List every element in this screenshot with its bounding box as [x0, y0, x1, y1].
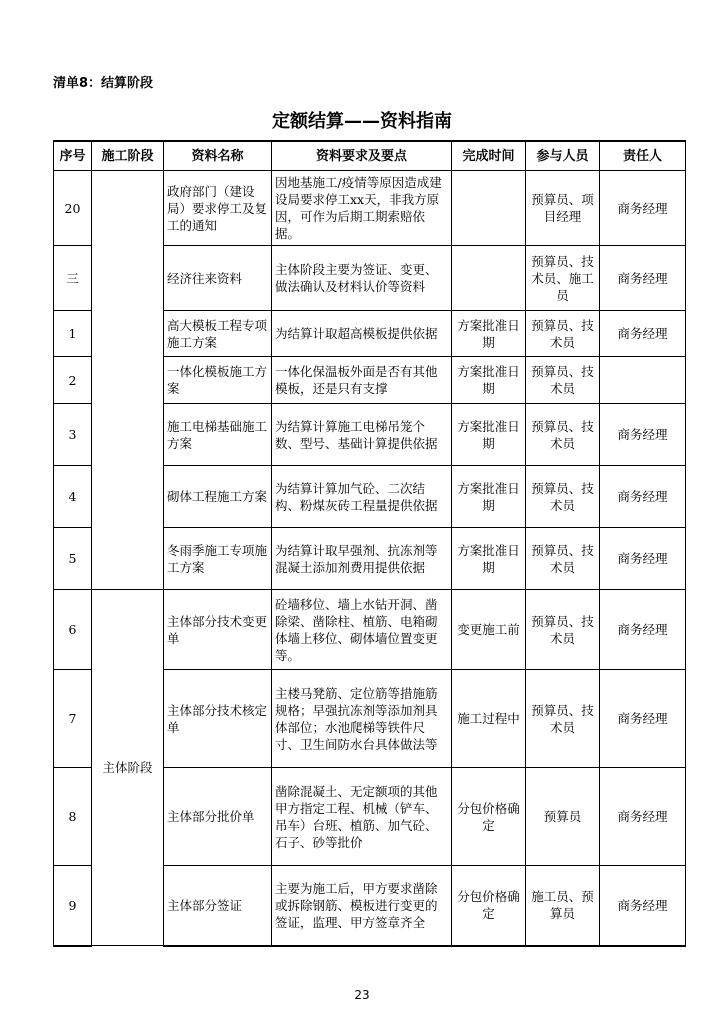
cell-requirements: 主楼马凳筋、定位筋等措施筋规格；早强抗冻剂等添加剂具体部位；水池爬梯等铁件尺寸、卫生间防水台具体做法等: [272, 670, 452, 768]
cell-requirements: 砼墙移位、墙上水钻开洞、凿除梁、凿除柱、植筋、电箱砌体墙上移位、砌体墙位置变更等。: [272, 590, 452, 670]
cell-no: 5: [54, 528, 92, 590]
cell-requirements: 凿除混凝土、无定额项的其他甲方指定工程、机械（铲车、吊车）台班、植筋、加气砼、石子、砂等批价: [272, 768, 452, 866]
cell-doc-name: 砌体工程施工方案: [164, 466, 272, 528]
cell-doc-name: 一体化模板施工方案: [164, 357, 272, 404]
cell-time: 方案批准日期: [452, 528, 526, 590]
page-number: 23: [354, 988, 370, 1002]
cell-owner: 商务经理: [600, 246, 686, 311]
cell-owner: 商务经理: [600, 590, 686, 670]
cell-doc-name: 冬雨季施工专项施工方案: [164, 528, 272, 590]
cell-no: 1: [54, 311, 92, 357]
cell-owner: [600, 357, 686, 404]
cell-no: 2: [54, 357, 92, 404]
cell-no: 9: [54, 866, 92, 946]
cell-owner: 商务经理: [600, 404, 686, 466]
table-row: [54, 171, 686, 246]
header-doc-name: 资料名称: [164, 141, 272, 171]
cell-doc-name: 施工电梯基础施工方案: [164, 404, 272, 466]
cell-owner: 商务经理: [600, 670, 686, 768]
cell-people: 预算员、技术员: [526, 590, 600, 670]
header-stage: 施工阶段: [92, 141, 164, 171]
header-no: 序号: [54, 141, 92, 171]
cell-requirements: 因地基施工/疫情等原因造成建设局要求停工xx天，非我方原因，可作为后期工期索赔依据。: [272, 171, 452, 246]
cell-owner: 商务经理: [600, 528, 686, 590]
cell-time: 方案批准日期: [452, 466, 526, 528]
cell-time: 方案批准日期: [452, 404, 526, 466]
cell-people: 预算员、技术员: [526, 670, 600, 768]
cell-time: [452, 171, 526, 246]
cell-people: 施工员、预算员: [526, 866, 600, 946]
header-time: 完成时间: [452, 141, 526, 171]
header-requirements: 资料要求及要点: [272, 141, 452, 171]
cell-no: 4: [54, 466, 92, 528]
cell-doc-name: 主体部分签证: [164, 866, 272, 946]
cell-owner: 商务经理: [600, 466, 686, 528]
cell-no: 三: [54, 246, 92, 311]
cell-doc-name: 主体部分技术核定单: [164, 670, 272, 768]
cell-no: 20: [54, 171, 92, 246]
cell-time: 变更施工前: [452, 590, 526, 670]
cell-doc-name: 经济往来资料: [164, 246, 272, 311]
cell-owner: 商务经理: [600, 171, 686, 246]
cell-owner: 商务经理: [600, 866, 686, 946]
cell-owner: 商务经理: [600, 311, 686, 357]
cell-time: 分包价格确定: [452, 768, 526, 866]
cell-time: 方案批准日期: [452, 311, 526, 357]
cell-people: 预算员、技术员: [526, 404, 600, 466]
cell-people: 预算员、技术员、施工员: [526, 246, 600, 311]
header-row: [54, 141, 686, 171]
guide-table: [53, 140, 686, 947]
cell-no: 3: [54, 404, 92, 466]
cell-no: 7: [54, 670, 92, 768]
cell-time: 方案批准日期: [452, 357, 526, 404]
cell-stage-blank: [92, 171, 164, 590]
cell-requirements: 为结算计算加气砼、二次结构、粉煤灰砖工程量提供依据: [272, 466, 452, 528]
cell-doc-name: 政府部门（建设局）要求停工及复工的通知: [164, 171, 272, 246]
cell-people: 预算员: [526, 768, 600, 866]
cell-stage-main: 主体阶段: [92, 590, 164, 946]
cell-time: 分包价格确定: [452, 866, 526, 946]
cell-people: 预算员、技术员: [526, 311, 600, 357]
cell-requirements: 主要为施工后，甲方要求凿除或拆除钢筋、模板进行变更的签证，监理、甲方签章齐全: [272, 866, 452, 946]
cell-requirements: 为结算计算施工电梯吊笼个数、型号、基础计算提供依据: [272, 404, 452, 466]
cell-requirements: 主体阶段主要为签证、变更、做法确认及材料认价等资料: [272, 246, 452, 311]
header-people: 参与人员: [526, 141, 600, 171]
cell-people: 预算员、技术员: [526, 466, 600, 528]
cell-doc-name: 主体部分批价单: [164, 768, 272, 866]
document-title: 定额结算——资料指南: [272, 111, 452, 132]
list-title: 清单8：结算阶段: [53, 76, 154, 91]
cell-no: 8: [54, 768, 92, 866]
header-owner: 责任人: [600, 141, 686, 171]
cell-doc-name: 主体部分技术变更单: [164, 590, 272, 670]
cell-time: [452, 246, 526, 311]
cell-requirements: 为结算计取超高模板提供依据: [272, 311, 452, 357]
cell-time: 施工过程中: [452, 670, 526, 768]
table-row: [54, 590, 686, 670]
cell-requirements: 为结算计取早强剂、抗冻剂等混凝土添加剂费用提供依据: [272, 528, 452, 590]
cell-doc-name: 高大模板工程专项施工方案: [164, 311, 272, 357]
cell-requirements: 一体化保温板外面是否有其他模板，还是只有支撑: [272, 357, 452, 404]
cell-people: 预算员、技术员: [526, 528, 600, 590]
cell-no: 6: [54, 590, 92, 670]
cell-owner: 商务经理: [600, 768, 686, 866]
cell-people: 预算员、技术员: [526, 357, 600, 404]
cell-people: 预算员、项目经理: [526, 171, 600, 246]
